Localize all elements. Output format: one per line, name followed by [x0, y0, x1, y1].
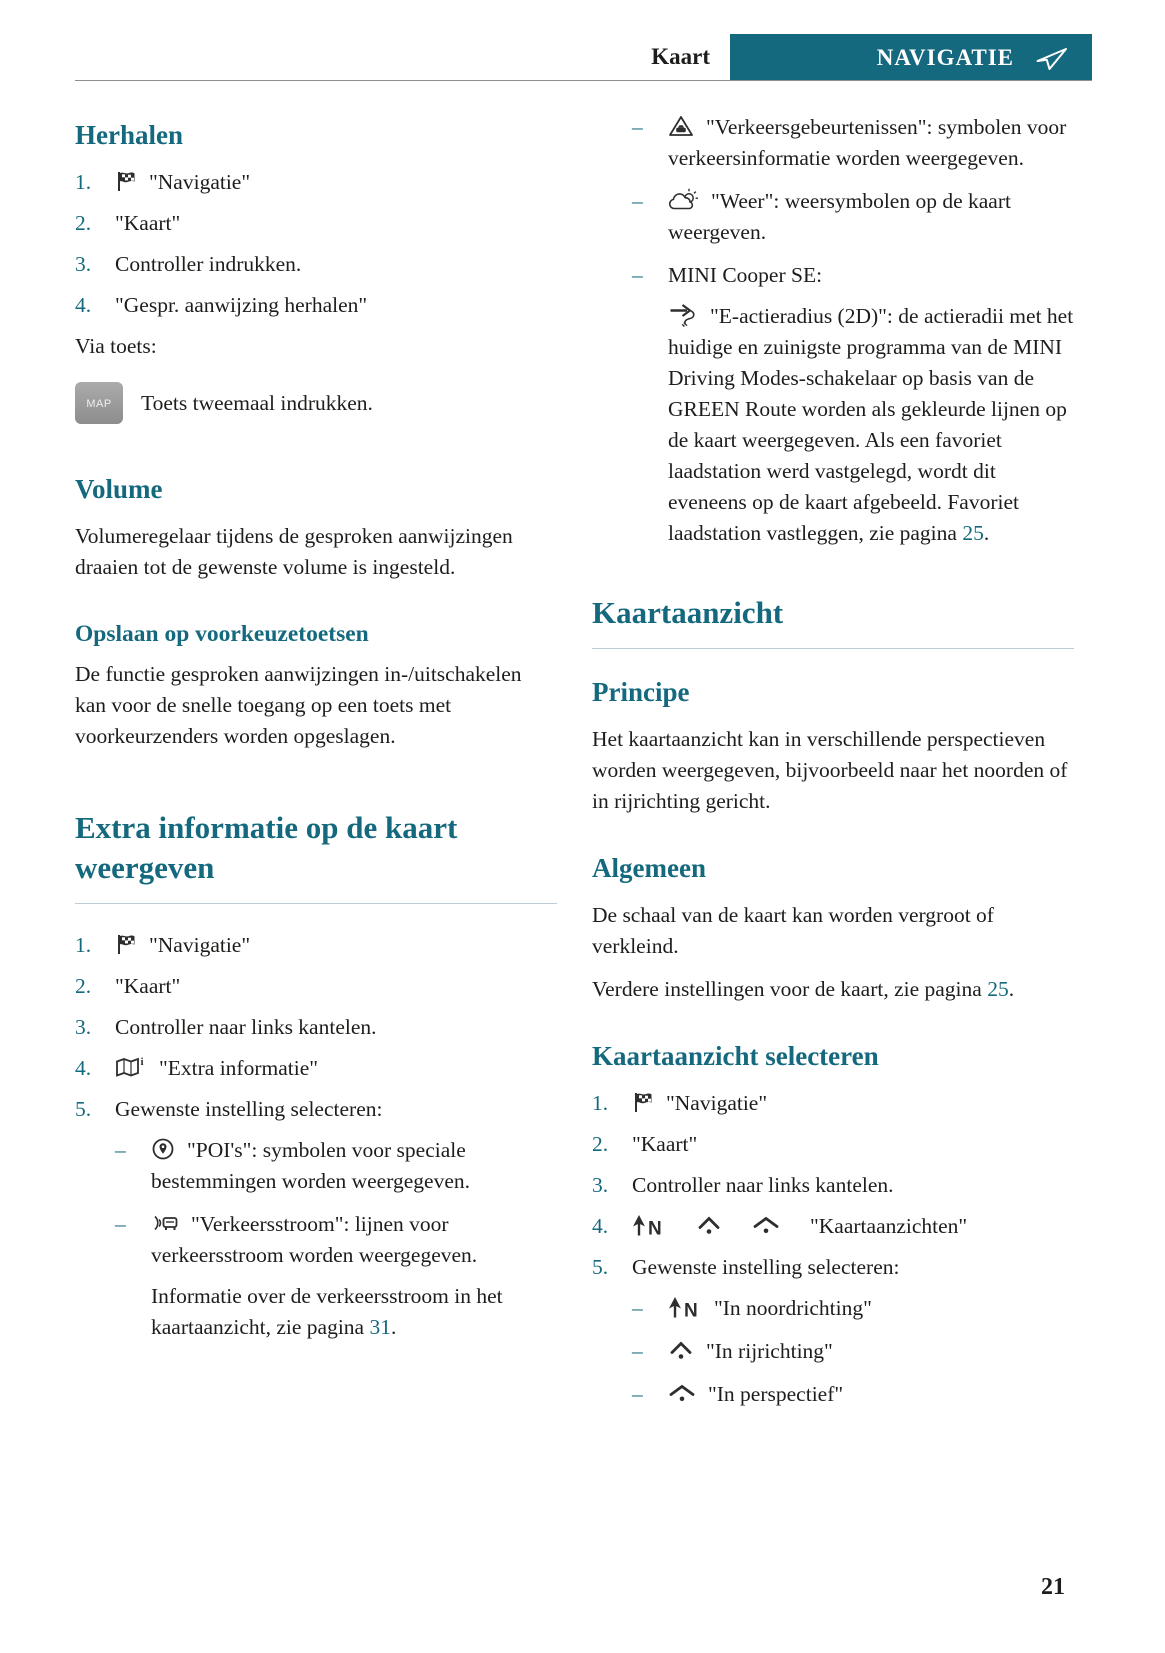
list-item — [632, 260, 1074, 549]
step-number: 3. — [592, 1173, 609, 1197]
step-content — [115, 167, 557, 198]
map-key-row — [75, 382, 557, 424]
page-link[interactable]: 31 — [369, 1315, 391, 1339]
navigation-flag-icon — [115, 933, 137, 955]
option-content — [668, 1336, 1074, 1367]
option-detail — [668, 301, 1074, 549]
step-number: 4. — [592, 1214, 609, 1238]
body-text: Verdere instellingen voor de kaart, zie pagina — [592, 977, 988, 1001]
option-content — [668, 260, 1074, 549]
verkeersstroom-icon — [151, 1211, 179, 1235]
option-dash: – — [632, 115, 643, 139]
step-text: Gewenste instelling selecteren: — [115, 1097, 383, 1121]
step-text: "Navigatie" — [149, 170, 251, 194]
step-number: 2. — [75, 211, 92, 235]
detail-text: "E-actieradius (2D)": de actieradii met het huidige en zuinigste programma van de MINI Driving Modes-schakelaar op basis van de GREEN Route worden als gekleurde lijnen op de kaart weergegeven. Als een favoriet laadstation werd vastgelegd, wordt dit eveneens op de kaart afgebeeld. Favoriet laadstation vastleggen, zie pagina — [668, 304, 1074, 545]
option-text: "Verkeersgebeurtenissen": symbolen voor verkeersinformatie worden weergegeven. — [668, 115, 1067, 170]
list-item — [75, 1053, 557, 1084]
map-hardkey-instruction: Toets tweemaal indrukken. — [141, 390, 373, 415]
step-content — [632, 1170, 1074, 1201]
navigation-flag-icon — [632, 1091, 654, 1113]
step-text: "Kaartaanzichten" — [810, 1214, 968, 1238]
list-item — [592, 1252, 1074, 1283]
north-up-icon — [632, 1213, 666, 1237]
header-section-label: Kaart — [651, 44, 710, 69]
option-dash: – — [115, 1138, 126, 1162]
list-item — [592, 1129, 1074, 1160]
header-chapter-tab — [730, 34, 1092, 81]
chapter-arrow-icon — [1034, 44, 1070, 72]
extra-informatie-map-icon — [115, 1055, 147, 1079]
heading-up-icon — [696, 1214, 722, 1236]
step-text: "Gespr. aanwijzing herhalen" — [115, 293, 368, 317]
e-actieradius-icon — [668, 303, 698, 327]
section-title-voorkeuzetoetsen: Opslaan op voorkeuzetoetsen — [75, 621, 369, 647]
step-content — [632, 1252, 1074, 1283]
option-dash: – — [632, 263, 643, 287]
note-text: . — [390, 1315, 397, 1339]
option-content — [151, 1135, 557, 1197]
principe-body: Het kaartaanzicht kan in verschillende perspectieven worden weergegeven, bijvoorbeeld naar het noorden of in rijrichting gericht. — [592, 727, 1068, 813]
header-rule — [75, 80, 1092, 81]
option-note — [151, 1281, 557, 1343]
perspective-icon — [752, 1215, 780, 1235]
section-title-herhalen: Herhalen — [75, 120, 183, 150]
option-text: "In rijrichting" — [706, 1339, 833, 1363]
list-item — [75, 167, 557, 198]
header-chapter-label: NAVIGATIE — [876, 44, 1014, 70]
option-text: "Verkeersstroom": lijnen voor verkeersstroom worden weergegeven. — [151, 1212, 478, 1267]
step-content — [115, 971, 557, 1002]
step-text: "Kaart" — [115, 211, 181, 235]
step-content — [115, 930, 557, 961]
option-dash: – — [632, 1296, 643, 1320]
step-number: 4. — [75, 293, 92, 317]
list-item — [632, 186, 1074, 248]
list-item — [115, 1135, 557, 1197]
right-column — [592, 112, 1074, 1422]
step-content — [115, 1012, 557, 1043]
step-text: Controller naar links kantelen. — [115, 1015, 377, 1039]
option-dash: – — [632, 189, 643, 213]
page-link[interactable]: 25 — [987, 977, 1009, 1001]
left-column — [75, 118, 557, 1355]
note-text: Informatie over de verkeersstroom in het kaartaanzicht, zie pagina — [151, 1284, 503, 1339]
step-text: Controller naar links kantelen. — [632, 1173, 894, 1197]
step-number: 4. — [75, 1056, 92, 1080]
step-number: 3. — [75, 1015, 92, 1039]
option-text: MINI Cooper SE: — [668, 263, 823, 287]
option-dash: – — [115, 1212, 126, 1236]
step-text: "Navigatie" — [149, 933, 251, 957]
navigation-flag-icon — [115, 170, 137, 192]
step-content — [115, 249, 557, 280]
step-content — [632, 1211, 1074, 1242]
step-content — [115, 290, 557, 321]
option-text: "In perspectief" — [708, 1382, 844, 1406]
algemeen-body-1: De schaal van de kaart kan worden vergroot of verkleind. — [592, 903, 994, 958]
chapter-title-kaartaanzicht: Kaartaanzicht — [592, 593, 1074, 649]
step-content — [632, 1129, 1074, 1160]
list-item — [75, 1094, 557, 1125]
list-item — [592, 1211, 1074, 1242]
map-hardkey-label: MAP — [86, 398, 112, 410]
section-title-algemeen: Algemeen — [592, 853, 706, 883]
list-item — [592, 1170, 1074, 1201]
option-text: "Weer": weersymbolen op de kaart weergeven. — [668, 189, 1011, 244]
option-content — [151, 1209, 557, 1343]
step-number: 1. — [75, 170, 92, 194]
body-text: . — [1008, 977, 1015, 1001]
step-content — [115, 208, 557, 239]
step-text: "Extra informatie" — [159, 1056, 319, 1080]
step-text: Gewenste instelling selecteren: — [632, 1255, 900, 1279]
chapter-title-extra-informatie: Extra informatie op de kaart weergeven — [75, 808, 557, 904]
step-text: "Navigatie" — [666, 1091, 768, 1115]
verkeersgebeurtenissen-icon — [668, 114, 694, 138]
step-number: 1. — [75, 933, 92, 957]
list-item — [75, 930, 557, 961]
section-title-kaartaanzicht-selecteren: Kaartaanzicht selecteren — [592, 1041, 879, 1071]
poi-icon — [151, 1137, 175, 1161]
heading-up-icon — [668, 1339, 694, 1361]
volume-body: Volumeregelaar tijdens de gesproken aanwijzingen draaien tot de gewenste volume is ingesteld. — [75, 524, 513, 579]
detail-text: . — [983, 521, 990, 545]
step-number: 2. — [592, 1132, 609, 1156]
step-number: 3. — [75, 252, 92, 276]
step-number: 2. — [75, 974, 92, 998]
list-item — [75, 208, 557, 239]
list-item — [75, 290, 557, 321]
list-item — [115, 1209, 557, 1343]
step-number: 5. — [592, 1255, 609, 1279]
page-link[interactable]: 25 — [962, 521, 984, 545]
option-dash: – — [632, 1382, 643, 1406]
north-up-icon — [668, 1295, 702, 1319]
option-content — [668, 1293, 1074, 1324]
list-item — [75, 249, 557, 280]
map-hardkey-button — [75, 382, 123, 424]
weer-icon — [668, 188, 699, 212]
list-item — [75, 971, 557, 1002]
step-content — [115, 1053, 557, 1084]
option-dash: – — [632, 1339, 643, 1363]
via-toets-label: Via toets: — [75, 334, 157, 358]
list-item — [592, 1088, 1074, 1119]
option-content — [668, 1379, 1074, 1410]
perspective-icon — [668, 1383, 696, 1403]
option-text: "In noordrichting" — [714, 1296, 872, 1320]
option-text: "POI's": symbolen voor speciale bestemmingen worden weergegeven. — [151, 1138, 471, 1193]
step-text: "Kaart" — [632, 1132, 698, 1156]
list-item — [75, 1012, 557, 1043]
list-item — [632, 1379, 1074, 1410]
section-title-volume: Volume — [75, 474, 163, 504]
step-number: 5. — [75, 1097, 92, 1121]
list-item — [632, 1293, 1074, 1324]
option-content — [668, 186, 1074, 248]
step-content — [115, 1094, 557, 1125]
list-item — [632, 112, 1074, 174]
section-title-principe: Principe — [592, 677, 690, 707]
voorkeuzetoetsen-body: De functie gesproken aanwijzingen in-/uitschakelen kan voor de snelle toegang op een toets met voorkeurzenders worden opgeslagen. — [75, 662, 522, 748]
option-content — [668, 112, 1074, 174]
step-text: "Kaart" — [115, 974, 181, 998]
step-text: Controller indrukken. — [115, 252, 302, 276]
list-item — [632, 1336, 1074, 1367]
page-number: 21 — [1041, 1574, 1065, 1600]
step-content — [632, 1088, 1074, 1119]
step-number: 1. — [592, 1091, 609, 1115]
algemeen-body-2 — [592, 974, 1074, 1005]
